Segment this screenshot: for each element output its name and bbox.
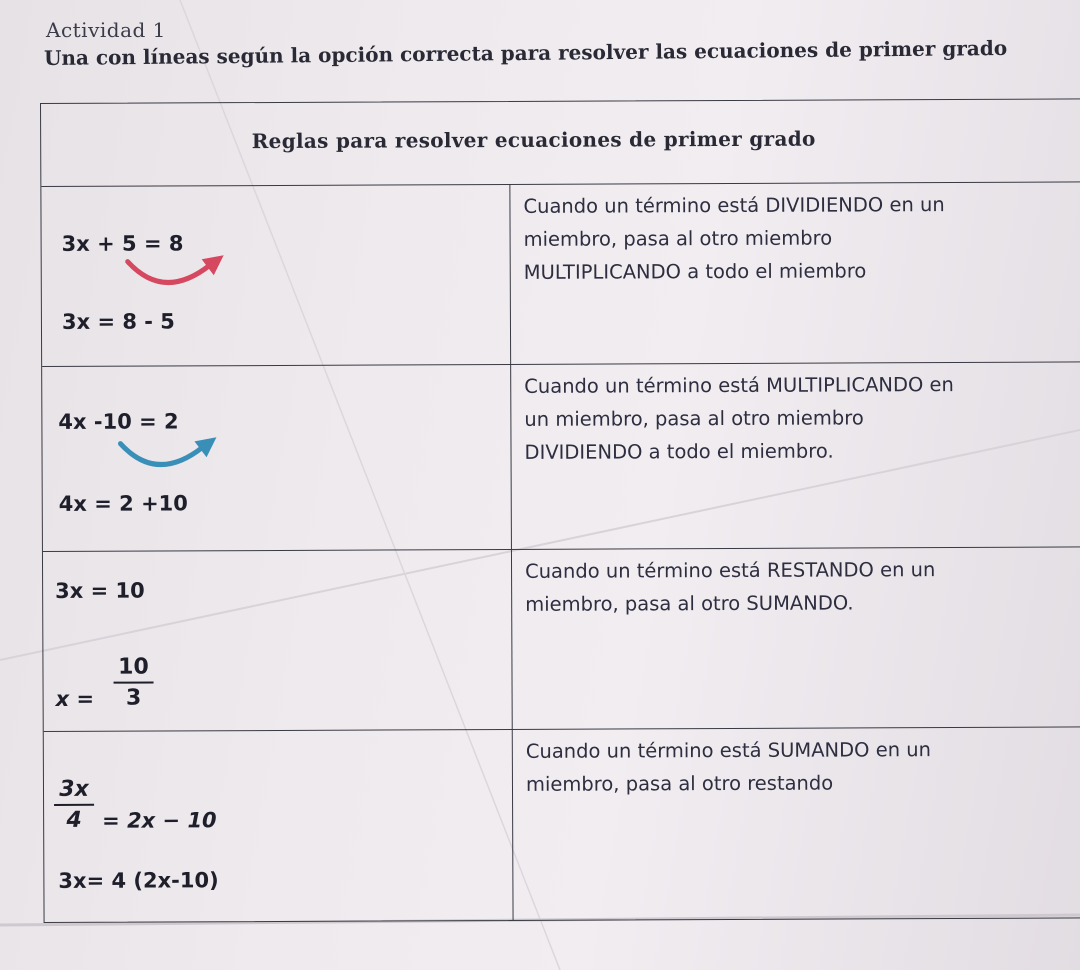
fraction [113, 655, 153, 711]
rule-text [523, 187, 1080, 288]
table-header-title: Reglas para resolver ecuaciones de primer grado [251, 126, 816, 154]
table-row [41, 181, 1080, 367]
rule-line: miembro, pasa al otro restando [525, 771, 834, 796]
rule-line: DIVIDIENDO a todo el miembro. [524, 439, 834, 464]
fraction-bar [114, 682, 154, 684]
fraction-denominator: 4 [66, 807, 82, 833]
rule-line: Cuando un término está MULTIPLICANDO en [524, 373, 954, 398]
curved-arrow-icon [124, 255, 234, 305]
instruction-text: Una con líneas según la opción correcta para resolver las ecuaciones de primer grado [43, 35, 1008, 70]
table-header [41, 99, 1080, 187]
curved-arrow-icon [116, 437, 226, 487]
fraction-rhs: = 2x − 10 [102, 808, 217, 833]
rules-table [40, 98, 1080, 923]
fraction-denominator: 3 [125, 685, 142, 711]
equation-start: 4x -10 = 2 [58, 409, 179, 434]
rule-text [525, 552, 1080, 620]
fraction [54, 777, 94, 833]
rule-text [526, 732, 1080, 800]
table-row [43, 546, 1080, 732]
fraction-bar [54, 804, 94, 806]
rule-line: MULTIPLICANDO a todo el miembro [523, 259, 867, 284]
equation-result: 3x= 4 (2x-10) [58, 868, 219, 893]
activity-title: Actividad 1 [46, 18, 166, 42]
equation-start: 3x + 5 = 8 [61, 231, 184, 256]
rule-text [524, 367, 1080, 468]
rule-line: Cuando un término está DIVIDIENDO en un [523, 193, 945, 218]
rule-line: un miembro, pasa al otro miembro [524, 406, 864, 431]
equation-result: 4x = 2 +10 [58, 491, 188, 516]
rule-line: miembro, pasa al otro miembro [523, 226, 833, 251]
rule-line: Cuando un término está SUMANDO en un [525, 738, 932, 763]
equation-result: 3x = 8 - 5 [61, 309, 175, 334]
fraction-numerator: 3x [59, 776, 89, 802]
rule-line: Cuando un término está RESTANDO en un [524, 558, 936, 583]
equation-start: 3x = 10 [55, 578, 145, 603]
table-row [42, 361, 1080, 552]
fraction-lhs: x = [55, 686, 95, 711]
table-row [44, 726, 1080, 922]
fraction-numerator: 10 [118, 654, 149, 680]
rule-line: miembro, pasa al otro SUMANDO. [525, 591, 854, 616]
